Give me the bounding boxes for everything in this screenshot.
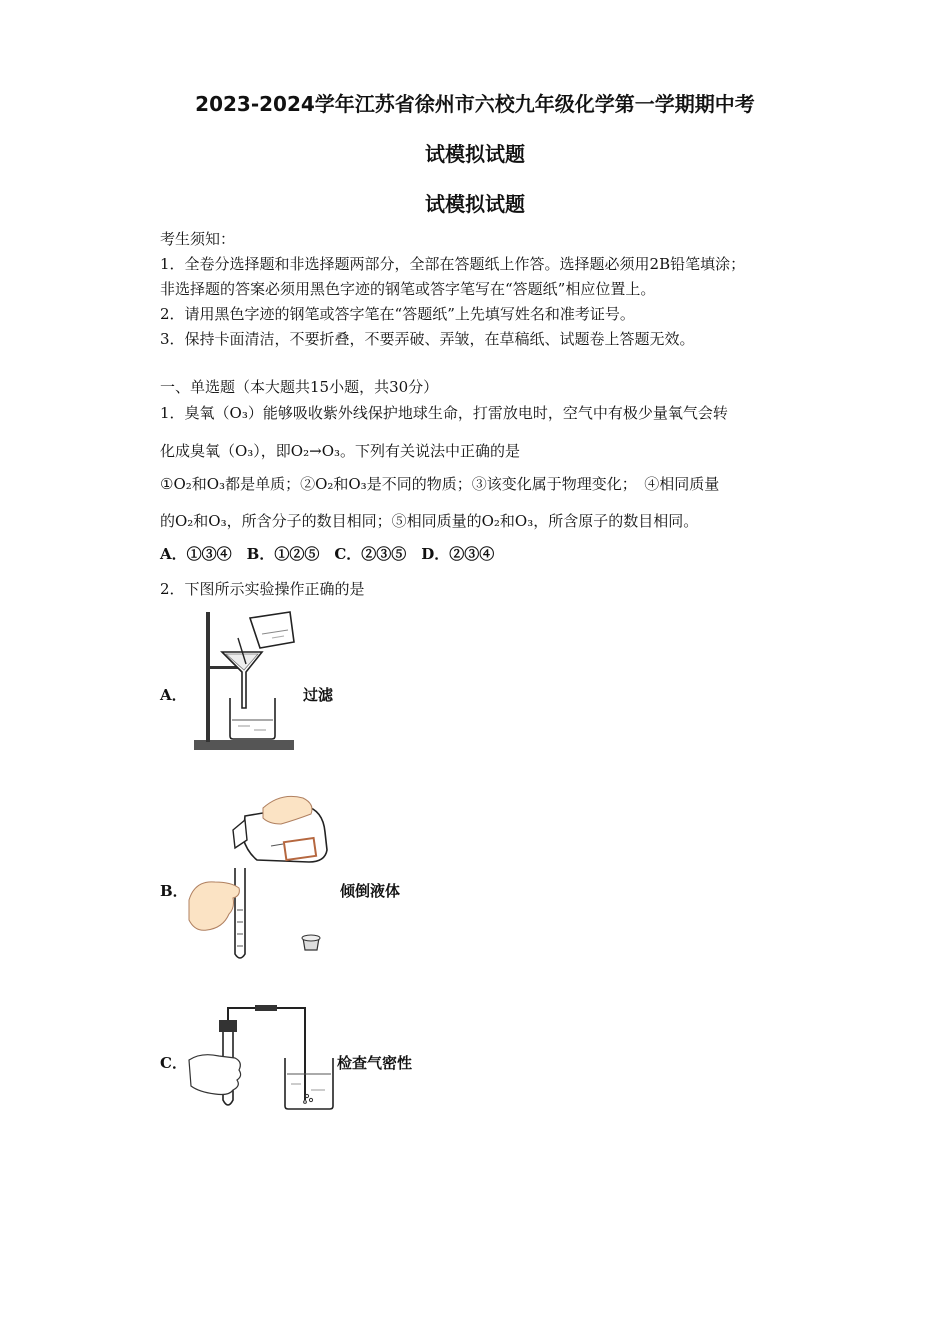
q2-option-b-caption: 倾倒液体 — [340, 882, 401, 900]
q2-option-c-label: C． — [160, 1054, 187, 1072]
filtration-apparatus-illustration — [190, 608, 305, 756]
q2-option-a-label: A． — [160, 686, 187, 704]
rubber-connector — [255, 1005, 277, 1011]
glass-tube-left — [228, 1008, 255, 1020]
test-tube — [235, 868, 245, 958]
q2-option-a-caption: 过滤 — [303, 686, 334, 704]
q1-line-4: 的O₂和O₃，所含分子的数目相同；⑤相同质量的O₂和O₃，所含原子的数目相同。 — [160, 512, 699, 530]
airtightness-check-illustration — [185, 1000, 335, 1115]
rubber-stopper — [219, 1020, 237, 1032]
section-heading: 一、单选题（本大题共15小题，共30分） — [160, 378, 439, 396]
q1-options: A．①③④ B．①②⑤ C．②③⑤ D．②③④ — [160, 545, 495, 563]
notice-item-1b: 非选择题的答案必须用黑色字迹的钢笔或答字笔写在“答题纸”相应位置上。 — [160, 280, 656, 298]
beaker — [230, 698, 275, 739]
pouring-liquid-illustration — [185, 790, 335, 966]
page-subtitle-repeat: 试模拟试题 — [425, 192, 525, 216]
q1-line-1: 1．臭氧（O₃）能够吸收紫外线保护地球生命，打雷放电时，空气中有极少量氧气会转 — [160, 404, 728, 422]
q2-stem: 2．下图所示实验操作正确的是 — [160, 580, 365, 598]
hand-holding-tube — [189, 882, 239, 930]
q2-option-c-caption: 检查气密性 — [337, 1054, 413, 1072]
notice-heading: 考生须知： — [160, 230, 236, 248]
notice-item-2: 2．请用黑色字迹的钢笔或答字笔在“答题纸”上先填写姓名和准考证号。 — [160, 305, 635, 323]
hand-warming-tube — [189, 1055, 241, 1095]
page-subtitle: 试模拟试题 — [425, 142, 525, 166]
notice-item-1a: 1．全卷分选择题和非选择题两部分，全部在答题纸上作答。选择题必须用2B铅笔填涂； — [160, 255, 746, 273]
q2-option-b-label: B． — [160, 882, 188, 900]
q1-line-3: ①O₂和O₃都是单质；②O₂和O₃是不同的物质；③该变化属于物理变化； ④相同质量 — [160, 475, 720, 493]
stand-rod — [206, 612, 210, 742]
page-title: 2023-2024学年江苏省徐州市六校九年级化学第一学期期中考 — [195, 92, 755, 116]
q1-line-2: 化成臭氧（O₃），即O₂→O₃。下列有关说法中正确的是 — [160, 442, 521, 460]
glass-tube-right — [277, 1008, 305, 1100]
notice-item-3: 3．保持卡面清洁，不要折叠，不要弄破、弄皱，在草稿纸、试题卷上答题无效。 — [160, 330, 695, 348]
